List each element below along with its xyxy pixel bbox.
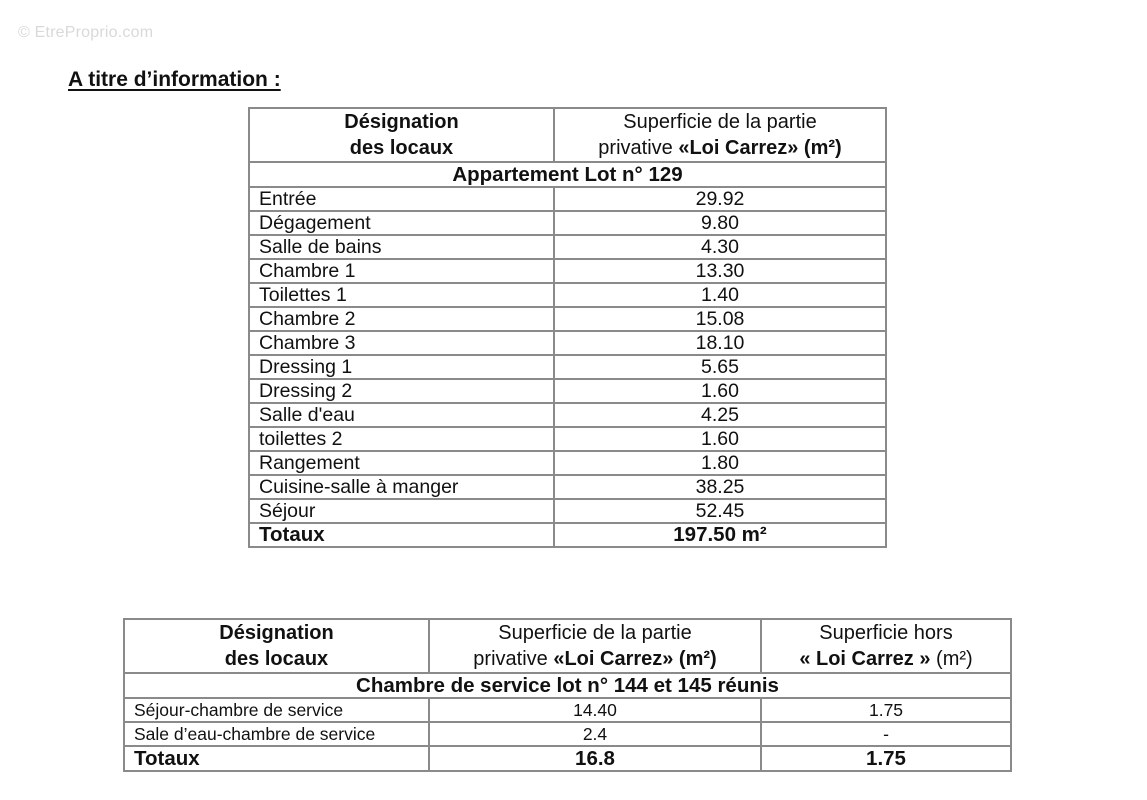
room-area: 18.10 [554, 331, 886, 355]
table-row [249, 187, 886, 211]
table-row [249, 427, 886, 451]
totals-label: Totaux [124, 746, 429, 771]
room-name: Dégagement [249, 211, 554, 235]
room-name: Séjour [249, 499, 554, 523]
room-area: 4.25 [554, 403, 886, 427]
section-row [124, 673, 1011, 698]
section-heading: A titre d’information : [68, 68, 281, 91]
room-name: Séjour-chambre de service [124, 698, 429, 722]
table-row [249, 403, 886, 427]
room-area: 1.80 [554, 451, 886, 475]
table-row [249, 259, 886, 283]
table-header-row [249, 108, 886, 162]
room-name: toilettes 2 [249, 427, 554, 451]
totals-row [249, 523, 886, 547]
header-designation: Désignation des locaux [249, 108, 554, 162]
service-room-area-table [123, 618, 1012, 772]
room-name: Salle d'eau [249, 403, 554, 427]
watermark: © EtreProprio.com [18, 24, 154, 41]
table-row [249, 499, 886, 523]
room-name: Cuisine-salle à manger [249, 475, 554, 499]
totals-carrez-area: 16.8 [429, 746, 761, 771]
room-name: Chambre 2 [249, 307, 554, 331]
section-title: Chambre de service lot n° 144 et 145 réunis [124, 673, 1011, 698]
room-name: Dressing 2 [249, 379, 554, 403]
room-area: 15.08 [554, 307, 886, 331]
non-carrez-area: - [761, 722, 1011, 746]
section-title: Appartement Lot n° 129 [249, 162, 886, 187]
table-row [249, 307, 886, 331]
carrez-area: 2.4 [429, 722, 761, 746]
room-area: 4.30 [554, 235, 886, 259]
room-name: Salle de bains [249, 235, 554, 259]
table-row [249, 379, 886, 403]
table-row [124, 698, 1011, 722]
table-row [249, 331, 886, 355]
room-name: Rangement [249, 451, 554, 475]
table-row [249, 283, 886, 307]
totals-row [124, 746, 1011, 771]
room-area: 29.92 [554, 187, 886, 211]
room-area: 38.25 [554, 475, 886, 499]
header-non-carrez-area: Superficie hors « Loi Carrez » (m²) [761, 619, 1011, 673]
room-area: 1.40 [554, 283, 886, 307]
table-row [249, 475, 886, 499]
non-carrez-area: 1.75 [761, 698, 1011, 722]
header-carrez-area: Superficie de la partie privative «Loi Carrez» (m²) [554, 108, 886, 162]
carrez-area: 14.40 [429, 698, 761, 722]
room-name: Toilettes 1 [249, 283, 554, 307]
table-row [249, 235, 886, 259]
table-row [124, 722, 1011, 746]
totals-non-carrez-area: 1.75 [761, 746, 1011, 771]
table-header-row [124, 619, 1011, 673]
header-carrez-area: Superficie de la partie privative «Loi Carrez» (m²) [429, 619, 761, 673]
header-designation: Désignation des locaux [124, 619, 429, 673]
room-name: Chambre 3 [249, 331, 554, 355]
room-name: Entrée [249, 187, 554, 211]
room-area: 5.65 [554, 355, 886, 379]
totals-area: 197.50 m² [554, 523, 886, 547]
totals-label: Totaux [249, 523, 554, 547]
apartment-area-table [248, 107, 887, 548]
room-name: Sale d’eau-chambre de service [124, 722, 429, 746]
table-row [249, 355, 886, 379]
room-area: 1.60 [554, 427, 886, 451]
table-row [249, 211, 886, 235]
table-row [249, 451, 886, 475]
room-area: 1.60 [554, 379, 886, 403]
room-name: Dressing 1 [249, 355, 554, 379]
room-area: 13.30 [554, 259, 886, 283]
room-area: 9.80 [554, 211, 886, 235]
room-area: 52.45 [554, 499, 886, 523]
section-row [249, 162, 886, 187]
room-name: Chambre 1 [249, 259, 554, 283]
